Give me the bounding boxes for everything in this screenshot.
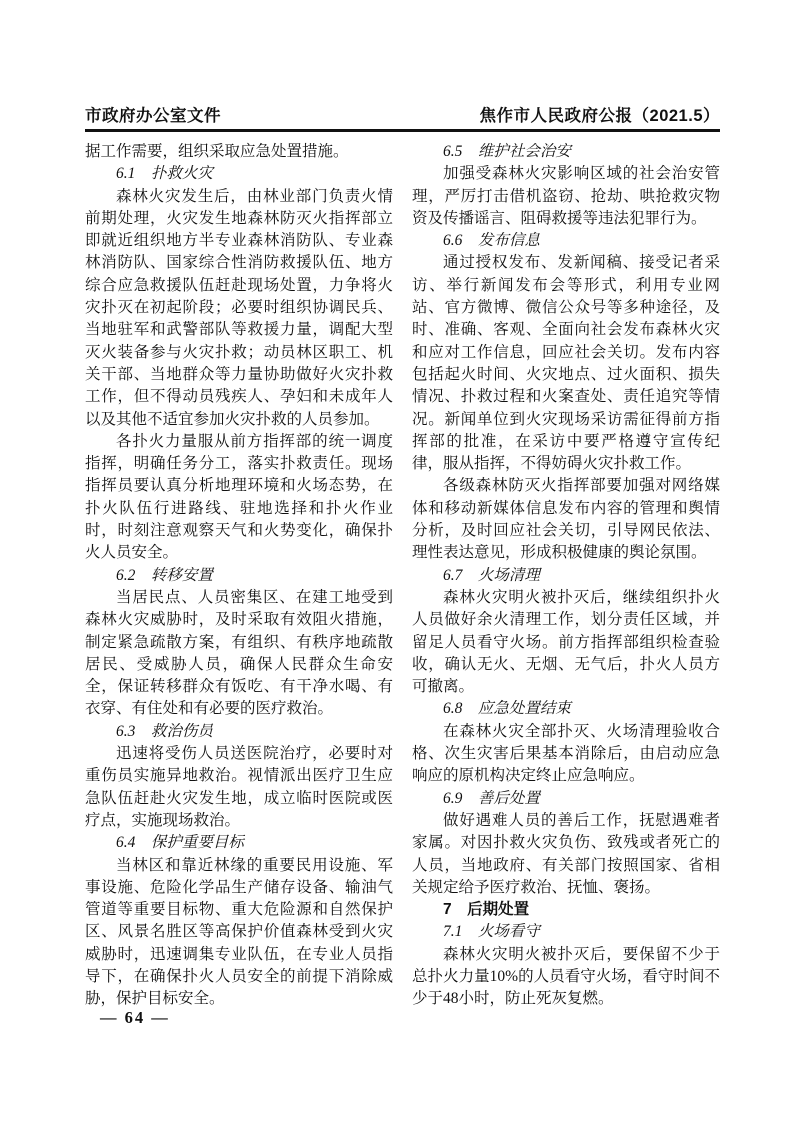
paragraph: 当林区和靠近林缘的重要民用设施、军事设施、危险化学品生产储存设备、输油气管道等重要目标物、重大危险源和自然保护区、风景名胜区等高保护价值森林受到火灾威胁时，迅速调集专业队伍，在专业人员指导下，在确保扑火人员安全的前提下消除威胁，保护目标安全。	[85, 856, 393, 1008]
paragraph: 通过授权发布、发新闻稿、接受记者采访、举行新闻发布会等形式，利用专业网站、官方微博、微信公众号等多种途径，及时、准确、客观、全面向社会发布森林火灾和应对工作信息，回应社会关切。发布内容包括起火时间、火灾地点、过火面积、损失情况、扑救过程和火案查处、责任追究等情况。新闻单位到火灾现场采访需征得前方指挥部的批准，在采访中要严格遵守宣传纪律，服从指挥，不得妨碍火灾扑救工作。	[412, 254, 720, 473]
header-right-title: 焦作市人民政府公报（2021.5）	[479, 107, 720, 125]
subsection-heading: 7.1 火场看守	[443, 923, 540, 941]
left-column	[85, 141, 393, 1011]
paragraph: 当居民点、人员密集区、在建工地受到森林火灾威胁时，及时采取有效阻火措施，制定紧急疏散方案，有组织、有秩序地疏散居民、受威胁人员，确保人民群众生命安全，保证转移群众有饭吃、有干净水喝、有衣穿、有住处和有必要的医疗救治。	[85, 588, 393, 718]
subsection-heading: 6.4 保护重要目标	[116, 834, 244, 852]
subsection-heading: 6.5 维护社会治安	[443, 143, 571, 160]
paragraph: 森林火灾明火被扑灭后，要保留不少于总扑火力量10%的人员看守火场，看守时间不少于48小时，防止死灰复燃。	[412, 945, 720, 1008]
subsection-heading: 6.8 应急处置结束	[443, 700, 571, 718]
right-column	[412, 141, 720, 1011]
subsection-heading: 6.1 扑救火灾	[116, 165, 213, 183]
paragraph: 迅速将受伤人员送医院治疗，必要时对重伤员实施异地救治。视情派出医疗卫生应急队伍赶赴火灾发生地，成立临时医院或医疗点，实施现场救治。	[85, 745, 393, 829]
paragraph: 各扑火力量服从前方指挥部的统一调度指挥，明确任务分工，落实扑救责任。现场指挥员要认真分析地理环境和火场态势，在扑火队伍行进路线、驻地选择和扑火作业时，时刻注意观察天气和火势变化，确保扑火人员安全。	[85, 432, 393, 562]
paragraph: 在森林火灾全部扑灭、火场清理验收合格、次生灾害后果基本消除后，由启动应急响应的原机构决定终止应急响应。	[412, 722, 720, 785]
paragraph: 加强受森林火灾影响区域的社会治安管理，严厉打击借机盗窃、抢劫、哄抢救灾物资及传播谣言、阻碍救援等违法犯罪行为。	[412, 165, 720, 227]
section-heading: 7 后期处置	[443, 901, 530, 919]
page-footer	[100, 1008, 170, 1028]
subsection-heading: 6.7 火场清理	[443, 566, 540, 584]
paragraph: 做好遇难人员的善后工作，抚慰遇难者家属。对因扑救火灾负伤、致残或者死亡的人员，当地政府、有关部门按照国家、省相关规定给予医疗救治、抚恤、褒扬。	[412, 811, 720, 896]
subsection-heading: 6.2 转移安置	[116, 566, 213, 584]
subsection-heading: 6.6 发布信息	[443, 232, 540, 250]
page-number: — 64 —	[100, 1008, 170, 1027]
subsection-heading: 6.3 救治伤员	[116, 722, 213, 740]
subsection-heading: 6.9 善后处置	[443, 789, 540, 807]
paragraph: 森林火灾发生后，由林业部门负责火情前期处理，火灾发生地森林防灭火指挥部立即就近组织地方半专业森林消防队、专业森林消防队、国家综合性消防救援队伍、地方综合应急救援队伍赶赴现场处置，力争将火灾扑灭在初起阶段；必要时组织协调民兵、当地驻军和武警部队等救援力量，调配大型灭火装备参与火灾扑救；动员林区职工、机关干部、当地群众等力量协助做好火灾扑救工作，但不得动员残疾人、孕妇和未成年人以及其他不适宜参加火灾扑救的人员参加。	[85, 187, 393, 428]
paragraph: 据工作需要，组织采取应急处置措施。	[85, 143, 349, 160]
page-header	[85, 102, 720, 126]
paragraph: 森林火灾明火被扑灭后，继续组织扑火人员做好余火清理工作，划分责任区域，并留足人员看守火场。前方指挥部组织检查验收，确认无火、无烟、无气后，扑火人员方可撤离。	[412, 588, 720, 696]
paragraph: 各级森林防灭火指挥部要加强对网络媒体和移动新媒体信息发布内容的管理和舆情分析，及时回应社会关切，引导网民依法、理性表达意见，形成积极健康的舆论氛围。	[412, 477, 720, 562]
text-columns	[85, 141, 720, 1011]
header-rule	[85, 129, 720, 132]
header-left-title: 市政府办公室文件	[85, 107, 221, 125]
